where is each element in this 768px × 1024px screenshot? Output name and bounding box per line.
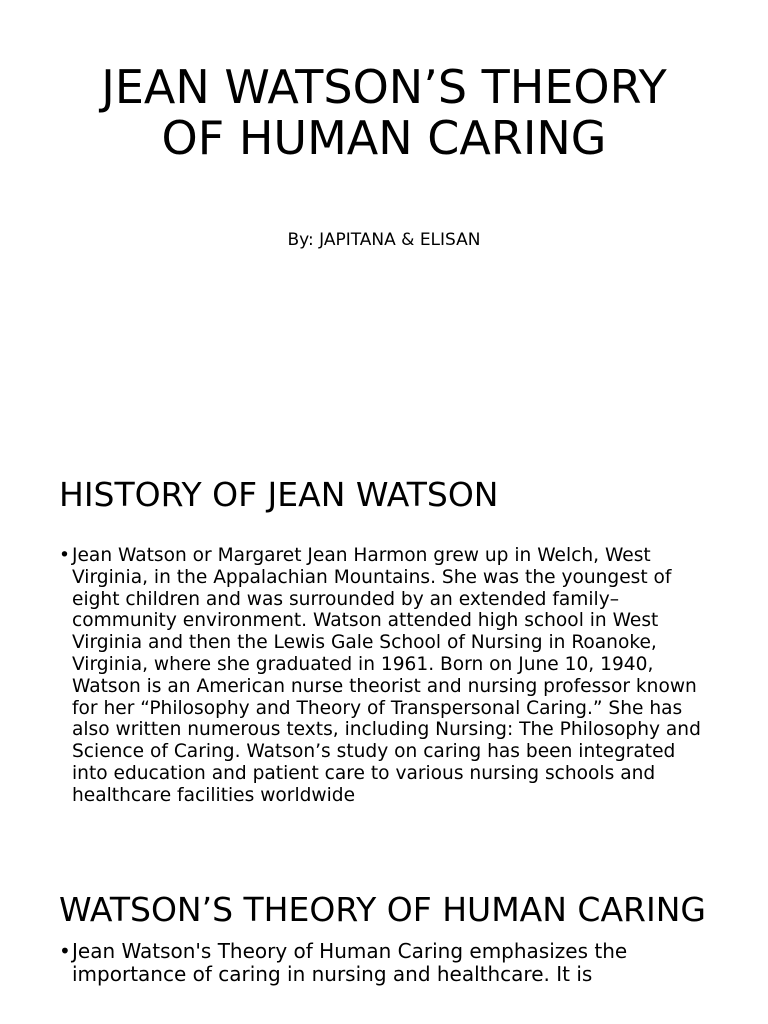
bullet-text: Jean Watson or Margaret Jean Harmon grew up in Welch, West Virginia, in the Appalachian Mountains. She was the youngest of eight children and was surrounded by an extended family–community environment. Watson attended high school in West Virginia and then the Lewis Gale School of Nursing in Roanoke, Virginia, where she graduated in 1961. Born on June 10, 1940, Watson is an American nurse theorist and nursing professor known for her “Philosophy and Theory of Transpersonal Caring.” She has also written numerous texts, including Nursing: The Philosophy and Science of Caring. Watson’s study on caring has been integrated into education and patient care to various nursing schools and healthcare facilities worldwide bbox=[72, 545, 701, 806]
bullet-icon: • bbox=[59, 939, 71, 963]
bullet-item bbox=[59, 545, 709, 807]
bullet-item bbox=[59, 940, 709, 986]
slide-heading: WATSON’S THEORY OF HUMAN CARING bbox=[59, 890, 706, 929]
bullet-text: Jean Watson's Theory of Human Caring emphasizes the importance of caring in nursing and healthcare. It is bbox=[72, 939, 628, 986]
slide-heading: HISTORY OF JEAN WATSON bbox=[59, 475, 499, 514]
presentation-subtitle: By: JAPITANA & ELISAN bbox=[287, 230, 481, 250]
title-slide bbox=[0, 0, 768, 440]
bullet-list bbox=[59, 545, 709, 807]
bullet-list bbox=[59, 940, 709, 986]
history-slide bbox=[0, 476, 768, 807]
bullet-icon: • bbox=[59, 545, 70, 566]
presentation-title: JEAN WATSON’S THEORY OF HUMAN CARING bbox=[101, 60, 667, 165]
theory-slide bbox=[0, 891, 768, 986]
